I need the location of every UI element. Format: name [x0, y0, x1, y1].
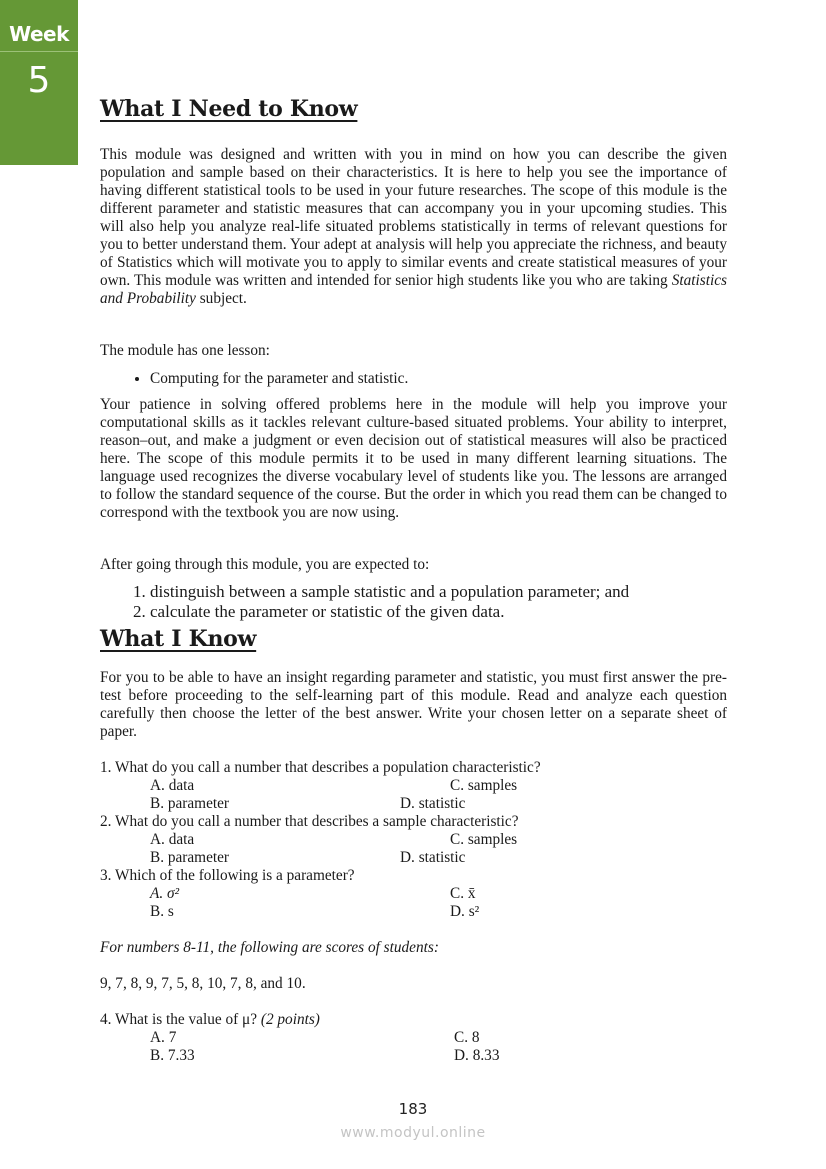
option-a[interactable]: A. σ² — [150, 885, 180, 902]
watermark: www.modyul.online — [340, 1125, 486, 1141]
pretest-intro-text: For you to be able to have an insight regarding parameter and statistic, you must first answer the pre-test before proceeding to the self-learning part of this module. Read and analyze each question carefully then choose the letter of the best answer. Write your chosen letter on a separate sheet of paper. — [100, 669, 727, 740]
week-number: 5 — [27, 60, 51, 101]
option-a[interactable]: A. data — [150, 831, 195, 848]
option-c[interactable]: C. x̄ — [450, 885, 476, 902]
scores-values: 9, 7, 8, 9, 7, 5, 8, 10, 7, 8, and 10. — [100, 975, 306, 992]
objective-item: 1. distinguish between a sample statistic and a population parameter; and — [150, 582, 727, 602]
page-number: 183 — [398, 1100, 428, 1118]
section-what-i-know — [100, 626, 727, 652]
option-b[interactable]: B. s — [150, 903, 174, 920]
question-3 — [100, 867, 727, 921]
patience-text: Your patience in solving offered problems here in the module will help you improve your computational skills as it tackles relevant culture-based situated problems. Your ability to interpret, reason–out, and make a judgment or even decision out of statistical measures will also be practiced here. The scope of this module permits it to be used in many different learning situations. The language used recognizes the diverse vocabulary level of students like you. The lessons are arranged to follow the standard sequence of the course. But the order in which you read them can be changed to correspond with the textbook you are now using. — [100, 396, 727, 521]
option-b[interactable]: B. parameter — [150, 849, 229, 866]
question-text — [100, 1011, 727, 1029]
intro-text-main: This module was designed and written with you in mind on how you can describe the given population and sample based on their characteristics. It is here to help you see the importance of having different statistical tools to be used in your future researches. The scope of this module is the different parameter and statistic measures that can accompany you in your upcoming studies. This will also help you analyze real-life situated problems statistically in terms of relevant questions for you to better understand them. Your adept at analysis will help you appreciate the richness, and beauty of Statistics which will motivate you to apply to similar events and create statistical measures of your own. This module was written and intended for senior high students like you who are taking — [100, 146, 727, 289]
option-c[interactable]: C. samples — [450, 831, 518, 848]
option-b[interactable]: B. parameter — [150, 795, 229, 812]
question-4 — [100, 1011, 727, 1065]
week-divider — [0, 51, 78, 52]
question-4-text: 4. What is the value of μ? — [100, 1011, 261, 1028]
question-text: 1. What do you call a number that describes a population characteristic? — [100, 759, 541, 776]
option-d[interactable]: D. statistic — [400, 795, 466, 812]
section-heading: What I Know — [100, 626, 257, 652]
intro-paragraph — [100, 146, 727, 308]
subject-name: Statistics and Probability — [100, 272, 727, 307]
objectives-list — [100, 582, 727, 622]
points-label: (2 points) — [260, 1011, 320, 1028]
option-c[interactable]: C. 8 — [454, 1029, 480, 1046]
objectives-intro: After going through this module, you are expected to: — [100, 556, 430, 573]
week-tab — [0, 0, 78, 165]
option-c[interactable]: C. samples — [450, 777, 518, 794]
option-a[interactable]: A. 7 — [150, 1029, 177, 1046]
lesson-list — [100, 370, 727, 388]
option-a[interactable]: A. data — [150, 777, 195, 794]
objective-item: 2. calculate the parameter or statistic of the given data. — [150, 602, 727, 622]
option-b[interactable]: B. 7.33 — [150, 1047, 195, 1064]
question-1 — [100, 759, 727, 813]
scores-block — [100, 939, 727, 993]
option-d[interactable]: D. s² — [450, 903, 480, 920]
objectives-block — [100, 556, 727, 622]
intro-text-end: subject. — [195, 290, 247, 307]
question-list — [100, 759, 727, 921]
scores-note: For numbers 8-11, the following are scores of students: — [100, 939, 439, 956]
patience-paragraph — [100, 396, 727, 522]
intro-text — [100, 146, 727, 308]
option-d[interactable]: D. statistic — [400, 849, 466, 866]
pretest-intro — [100, 669, 727, 741]
question-text: 3. Which of the following is a parameter? — [100, 867, 355, 884]
lesson-intro: The module has one lesson: — [100, 342, 270, 359]
section-what-i-need-to-know — [100, 96, 727, 122]
week-label: Week — [9, 22, 69, 46]
lesson-block — [100, 342, 727, 388]
question-2 — [100, 813, 727, 867]
question-text: 2. What do you call a number that describes a sample characteristic? — [100, 813, 519, 830]
lesson-item: • Computing for the parameter and statistic. — [150, 370, 727, 388]
option-d[interactable]: D. 8.33 — [454, 1047, 500, 1064]
section-heading: What I Need to Know — [100, 96, 358, 122]
